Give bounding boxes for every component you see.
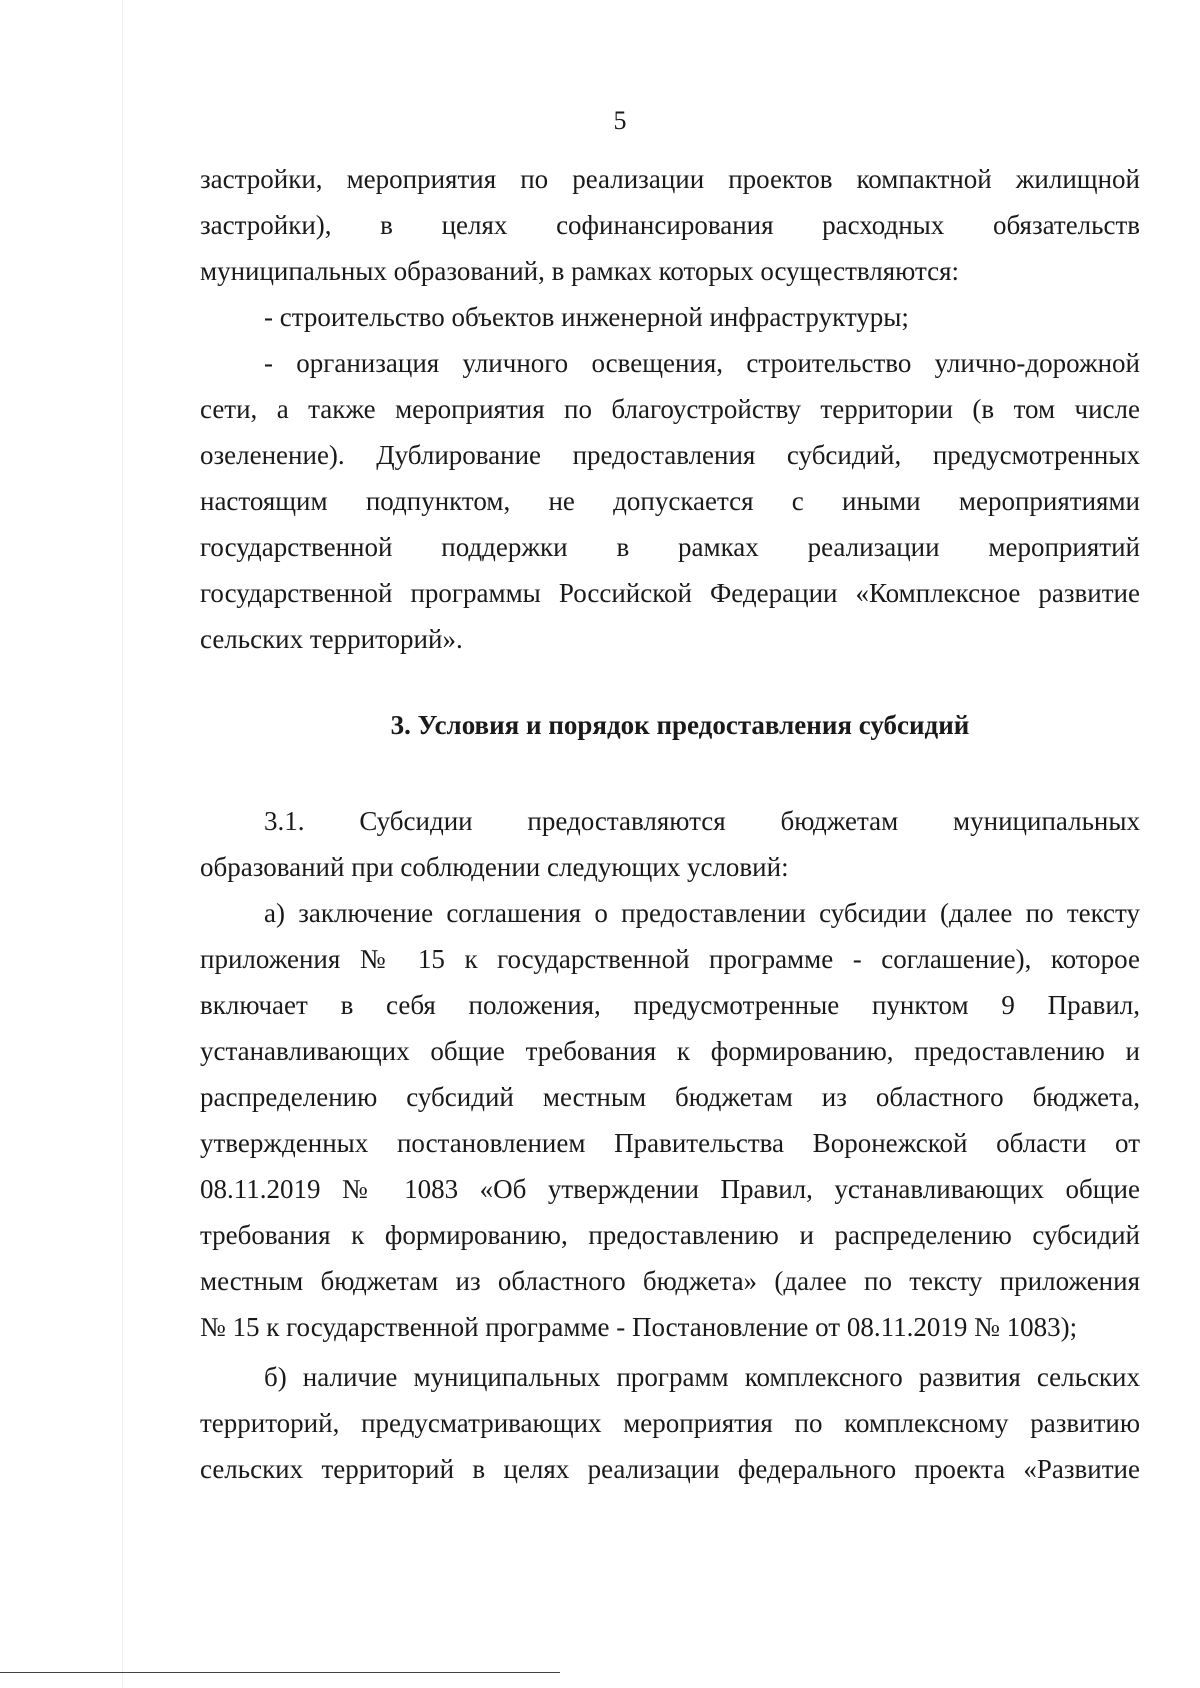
text-line: 3.1. Субсидии предоставляются бюджетам муниципальных [264, 806, 1140, 836]
text-line: застройки), в целях софинансирования расходных обязательств [200, 210, 1140, 240]
paragraph-continuation [200, 156, 1140, 294]
scan-edge [122, 0, 123, 1688]
text-line: утвержденных постановлением Правительства Воронежской области от [200, 1128, 1140, 1158]
text-line: государственной программы Российской Федерации «Комплексное развитие [200, 578, 1140, 608]
text-line: настоящим подпунктом, не допускается с иными мероприятиями [200, 486, 1140, 516]
text-line: сельских территорий». [200, 624, 463, 654]
text-line: - строительство объектов инженерной инфраструктуры; [264, 302, 909, 332]
text-line: - организация уличного освещения, строительство улично-дорожной [264, 348, 1140, 378]
text-line: государственной поддержки в рамках реализации мероприятий [200, 532, 1140, 562]
text-line: устанавливающих общие требования к формированию, предоставлению и [200, 1036, 1140, 1066]
section-heading: 3. Условия и порядок предоставления субсидий [390, 710, 970, 740]
text-line: муниципальных образований, в рамках которых осуществляются: [200, 256, 960, 286]
text-line: приложения № 15 к государственной программе - соглашение), которое [200, 944, 1140, 974]
text-line: а) заключение соглашения о предоставлении субсидии (далее по тексту [264, 898, 1140, 928]
paragraph-3-1 [200, 798, 1140, 890]
bullet-item-1 [200, 294, 1140, 340]
text-line: местным бюджетам из областного бюджета» (далее по тексту приложения [200, 1266, 1140, 1296]
text-line: б) наличие муниципальных программ комплексного развития сельских [264, 1362, 1140, 1392]
page-number: 5 [613, 106, 627, 135]
text-line: включает в себя положения, предусмотренные пунктом 9 Правил, [200, 990, 1140, 1020]
text-line: № 15 к государственной программе - Постановление от 08.11.2019 № 1083); [200, 1312, 1078, 1342]
footer-rule [0, 1672, 560, 1673]
text-line: сельских территорий в целях реализации федерального проекта «Развитие [200, 1454, 1140, 1484]
bullet-item-2 [200, 340, 1140, 662]
text-line: 08.11.2019 № 1083 «Об утверждении Правил, устанавливающих общие [200, 1174, 1140, 1204]
document-body [200, 156, 1140, 1492]
text-line: озеленение). Дублирование предоставления субсидий, предусмотренных [200, 440, 1140, 470]
text-line: требования к формированию, предоставлению и распределению субсидий [200, 1220, 1140, 1250]
paragraph-b [200, 1354, 1140, 1492]
text-line: образований при соблюдении следующих условий: [200, 852, 789, 882]
text-line: территорий, предусматривающих мероприятия по комплексному развитию [200, 1408, 1140, 1438]
text-line: сети, а также мероприятия по благоустройству территории (в том числе [200, 394, 1140, 424]
paragraph-a [200, 890, 1140, 1350]
text-line: застройки, мероприятия по реализации проектов компактной жилищной [200, 164, 1140, 194]
text-line: распределению субсидий местным бюджетам из областного бюджета, [200, 1082, 1140, 1112]
